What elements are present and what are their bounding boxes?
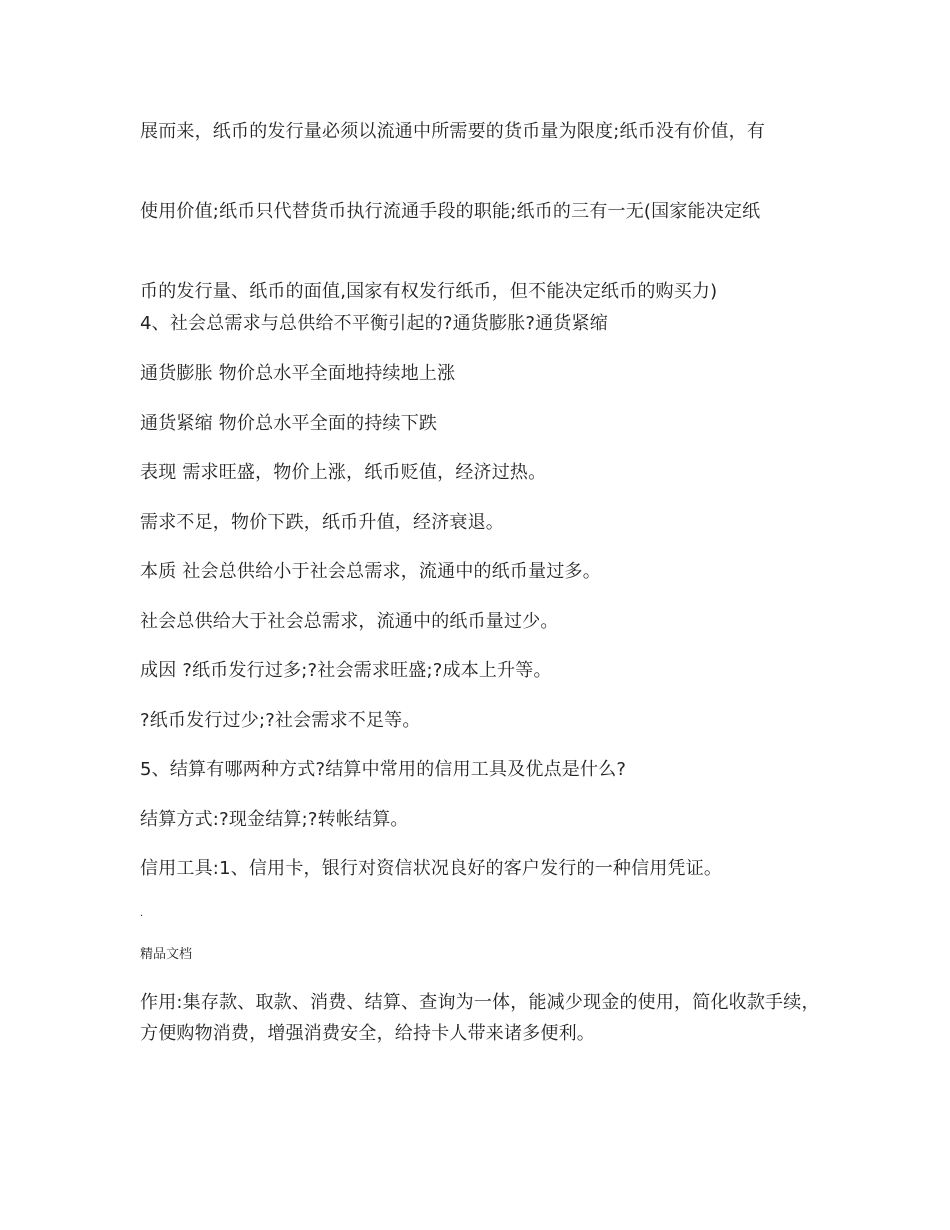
paragraph-10: 社会总供给大于社会总需求，流通中的纸币量过少。 [140, 611, 559, 632]
watermark-label: 精品文档 [140, 947, 193, 962]
paragraph-11: 成因 ?纸币发行过多;?社会需求旺盛;?成本上升等。 [140, 660, 552, 681]
paragraph-14: 结算方式:?现金结算;?转帐结算。 [140, 809, 409, 830]
paragraph-3: 币的发行量、纸币的面值,国家有权发行纸币，但不能决定纸币的购买力) [140, 281, 718, 302]
paragraph-13: 5、结算有哪两种方式?结算中常用的信用工具及优点是什么? [140, 759, 627, 780]
paragraph-7: 表现 需求旺盛，物价上涨，纸币贬值，经济过热。 [140, 462, 547, 483]
paragraph-12: ?纸币发行过少;?社会需求不足等。 [140, 710, 421, 731]
paragraph-2: 使用价值;纸币只代替货币执行流通手段的职能;纸币的三有一无(国家能决定纸 [140, 201, 761, 222]
paragraph-9: 本质 社会总供给小于社会总需求，流通中的纸币量过多。 [140, 561, 601, 582]
page-break-mark: . [140, 908, 144, 919]
paragraph-after-break: 作用:集存款、取款、消费、结算、查询为一体，能减少现金的使用，简化收款手续，方便购物消费，增强消费安全，给持卡人带来诸多便利。 [140, 992, 820, 1044]
paragraph-1: 展而来，纸币的发行量必须以流通中所需要的货币量为限度;纸币没有价值，有 [140, 121, 766, 142]
paragraph-5: 通货膨胀 物价总水平全面地持续地上涨 [140, 363, 456, 384]
paragraph-15: 信用工具:1、信用卡，银行对资信状况良好的客户发行的一种信用凭证。 [140, 858, 723, 879]
paragraph-8: 需求不足，物价下跌，纸币升值，经济衰退。 [140, 512, 504, 533]
paragraph-6: 通货紧缩 物价总水平全面的持续下跌 [140, 413, 438, 434]
paragraph-4: 4、社会总需求与总供给不平衡引起的?通货膨胀?通货紧缩 [140, 313, 608, 334]
